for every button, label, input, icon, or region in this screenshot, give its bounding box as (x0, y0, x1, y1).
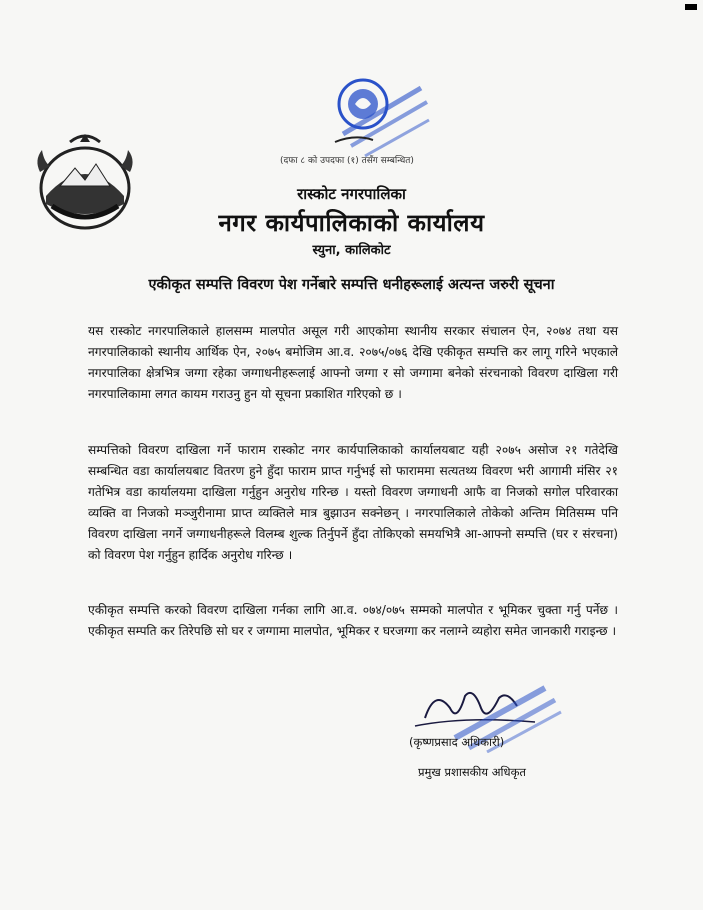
signer-name: (कृष्णप्रसाद अधिकारी) (409, 735, 505, 749)
page-corner-mark (685, 4, 697, 10)
notice-heading: एकीकृत सम्पत्ति विवरण पेश गर्नेबारे सम्पत्ति धनीहरूलाई अत्यन्त जरुरी सूचना (148, 277, 555, 293)
signer-title: प्रमुख प्रशासकीय अधिकृत (418, 765, 526, 779)
notice-paragraph-2: सम्पत्तिको विवरण दाखिला गर्ने फाराम रास्कोट नगर कार्यपालिकाको कार्यालयबाट यही २०७५ असोज २१ गतेदेखि सम्बन्धित वडा कार्यालयबाट वितरण हुने हुँदा फाराम प्राप्त गर्नुभई सो फाराममा सत्यतथ्य विवरण भरी आगामी मंसिर २१ गतेभित्र वडा कार्यालयमा दाखिला गर्नुहुन अनुरोध गरिन्छ । यस्तो विवरण जग्गाधनी आफै वा निजको सगोल परिवारका व्यक्ति वा निजको मञ्जुरीनामा प्राप्त व्यक्तिले मात्र बुझाउन सक्नेछन् । नगरपालिकाले तोकेको अन्तिम मितिसम्म पनि विवरण दाखिला नगर्ने जग्गाधनीहरूले विलम्ब शुल्क तिर्नुपर्ने हुँदा तोकिएको समयभित्रै आ-आफ्नो सम्पत्ति (घर र संरचना) को विवरण पेश गर्नुहुन हार्दिक अनुरोध गरिन्छ । (88, 443, 618, 562)
office-location: स्युना, कालिकोट (312, 243, 391, 258)
notice-paragraph-3: एकीकृत सम्पत्ति करको विवरण दाखिला गर्नका लागि आ.व. ०७४/०७५ सम्मको मालपोत र भूमिकर चुक्ता गर्नु पर्नेछ । एकीकृत सम्पति कर तिरेपछि सो घर र जग्गामा मालपोत, भूमिकर र घरजग्गा कर नलाग्ने व्यहोरा समेत जानकारी गराइन्छ । (88, 603, 618, 638)
notice-paragraph-1: यस रास्कोट नगरपालिकाले हालसम्म मालपोत असूल गरी आएकोमा स्थानीय सरकार संचालन ऐन, २०७४ तथा यस नगरपालिकाको स्थानीय आर्थिक ऐन, २०७५ बमोजिम आ.व. २०७५/०७६ देखि एकीकृत सम्पत्ति कर लागू गरिने भएकाले नगरपालिका क्षेत्रभित्र जग्गा रहेका जग्गाधनीहरूलाई आफ्नो जग्गा र सो जग्गामा बनेको संरचनाको विवरण दाखिला गरी नगरपालिकामा लगत कायम गराउनु हुन यो सूचना प्रकाशित गरिएको छ । (88, 324, 618, 401)
org-name: रास्कोट नगरपालिका (297, 185, 406, 203)
office-title: नगर कार्यपालिकाको कार्यालय (218, 209, 485, 237)
office-stamp-icon (325, 74, 435, 164)
reference-note: (दफा ८ को उपदफा (१) तसँग सम्बन्धित) (280, 156, 414, 166)
